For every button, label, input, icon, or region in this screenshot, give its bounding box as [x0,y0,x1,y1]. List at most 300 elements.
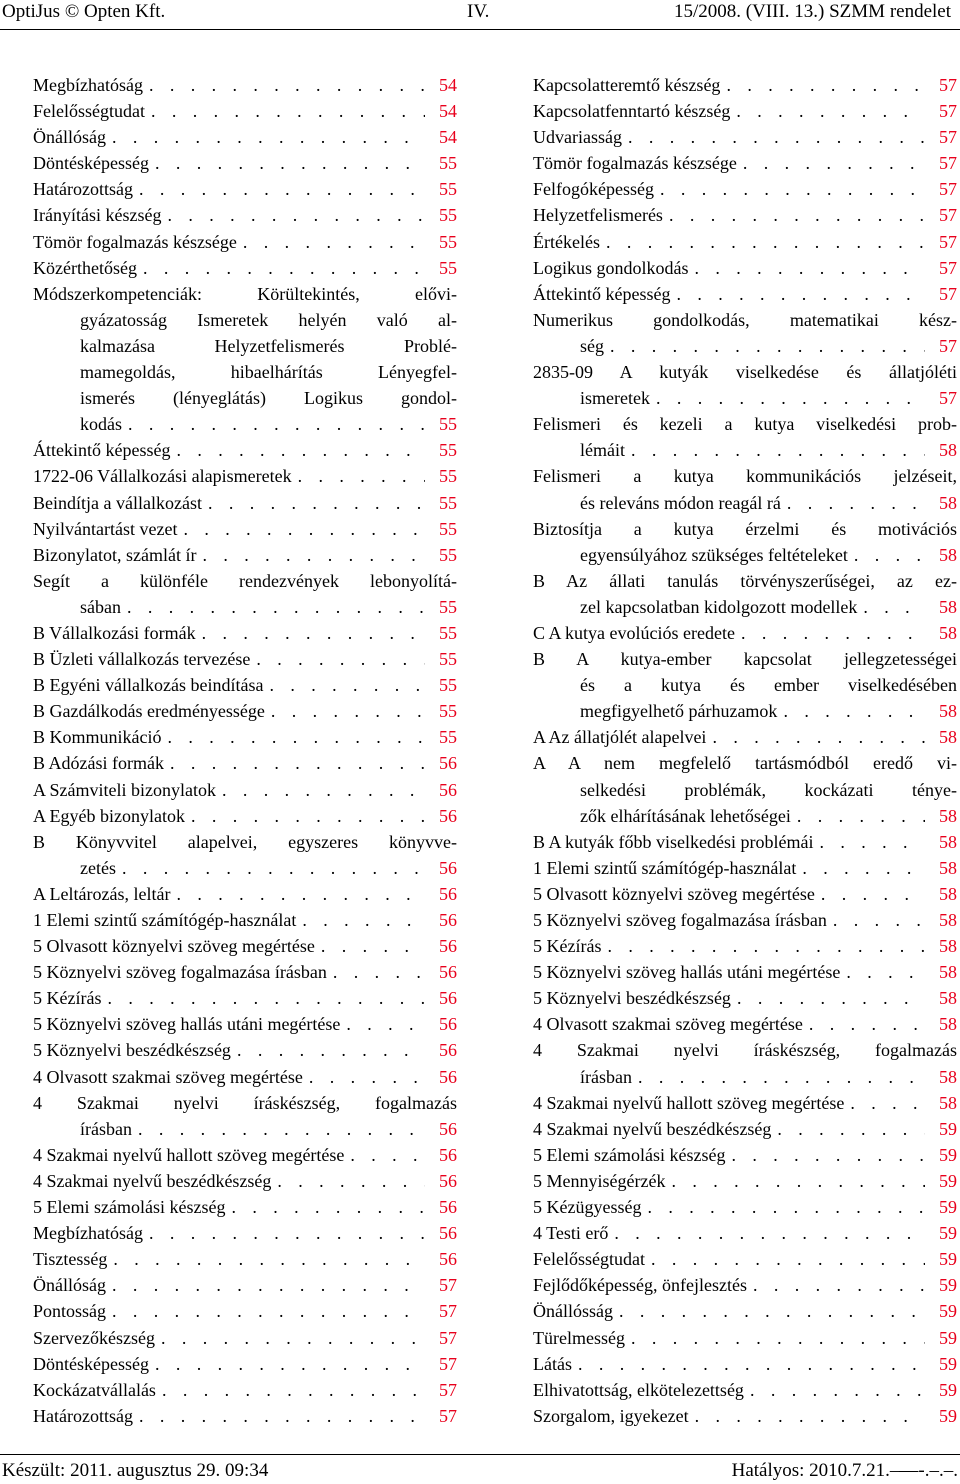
toc-entry[interactable] [533,1325,957,1351]
toc-entry[interactable] [533,1090,957,1116]
toc-page-number[interactable]: 59 [939,1405,957,1426]
toc-entry-title: Felfogóképesség [533,179,654,200]
toc-entry-title: írásban [580,1066,632,1087]
toc-entry-line: B Könyvvitel alapelvei, egyszeres könyvve- [33,831,457,852]
toc-entry-title: Felelősségtudat [533,1249,645,1270]
toc-entry[interactable] [533,411,957,463]
dot-leader [601,933,925,959]
toc-page-number[interactable]: 59 [939,1301,957,1322]
toc-entry[interactable] [33,568,457,620]
toc-entry[interactable] [533,255,957,281]
toc-entry[interactable] [33,672,457,698]
toc-entry[interactable] [33,1168,457,1194]
toc-entry-title: B Vállalkozási formák [33,622,196,643]
dot-leader [101,985,425,1011]
dot-leader [155,1325,425,1351]
toc-entry[interactable] [533,985,957,1011]
toc-entry[interactable] [533,1298,957,1324]
dot-leader [133,1403,425,1429]
toc-entry-title: és releváns módon reagál rá [580,492,781,513]
toc-entry[interactable] [533,1116,957,1142]
toc-page-number[interactable]: 56 [439,1197,457,1218]
toc-entry[interactable] [533,359,957,411]
toc-page-number[interactable]: 55 [439,257,457,278]
toc-page-number[interactable]: 58 [939,727,957,748]
toc-entry-title: Kapcsolatfenntartó készség [533,101,731,122]
toc-entry-title: C A kutya evolúciós eredete [533,622,735,643]
toc-entry[interactable] [33,985,457,1011]
toc-entry-title: Önállóság [33,1275,106,1296]
toc-entry[interactable] [33,1351,457,1377]
toc-entry[interactable] [33,437,457,463]
toc-entry-title: A Leltározás, leltár [33,883,171,904]
toc-entry[interactable] [33,1194,457,1220]
toc-entry[interactable] [33,516,457,542]
toc-page-number[interactable]: 58 [939,492,957,513]
toc-entry-title: kodás [80,414,122,435]
toc-entry-title: zetés [80,857,116,878]
toc-entry-title: Szervezőkészség [33,1327,155,1348]
toc-entry[interactable] [33,646,457,672]
dot-leader [625,437,925,463]
toc-entry[interactable] [533,307,957,359]
toc-page-number[interactable]: 55 [439,153,457,174]
toc-entry[interactable] [533,646,957,724]
toc-page-number[interactable]: 59 [939,1275,957,1296]
toc-entry[interactable] [533,463,957,515]
toc-entry-title: Irányítási készség [33,205,162,226]
toc-page-number[interactable]: 56 [439,988,457,1009]
toc-entry-title: ség [580,335,604,356]
toc-page-number[interactable]: 59 [939,1379,957,1400]
toc-page-number[interactable]: 56 [439,910,457,930]
toc-page-number[interactable]: 55 [439,622,457,643]
toc-page-number[interactable]: 58 [939,596,957,617]
toc-page-number[interactable]: 58 [939,936,957,957]
toc-entry[interactable] [533,750,957,828]
dot-leader [625,1325,925,1351]
toc-entry[interactable] [33,750,457,776]
dot-leader [622,124,925,150]
toc-page-number[interactable]: 59 [939,1144,957,1165]
toc-page-number[interactable]: 57 [939,231,957,252]
footer-created: Készült: 2011. augusztus 29. 09:34 [2,1460,269,1481]
toc-page-number[interactable]: 58 [939,988,957,1009]
toc-page-number[interactable]: 56 [439,805,457,826]
toc-page-number[interactable]: 55 [439,466,457,487]
dot-leader [164,750,425,776]
toc-entry-title: Értékelés [533,231,600,252]
toc-entry-title: Megbízhatóság [33,1223,143,1244]
toc-page-number[interactable]: 57 [939,283,957,304]
dot-leader [327,959,425,985]
toc-entry[interactable] [533,1011,957,1037]
toc-entry[interactable] [533,829,957,855]
toc-page-number[interactable]: 56 [439,1118,457,1139]
toc-page-number[interactable]: 57 [939,153,957,174]
toc-entry[interactable] [33,490,457,516]
toc-entry-title: Látás [533,1353,572,1374]
toc-entry-title: Beindítja a vállalkozást [33,492,202,513]
toc-page-number[interactable]: 59 [939,1249,957,1270]
toc-page-number[interactable]: 58 [939,440,957,461]
toc-entry[interactable] [533,98,957,124]
dot-leader [170,881,425,907]
toc-entry-line: mamegoldás, hibaelhárítás Lényegfel- [80,362,457,383]
toc-page-number[interactable]: 59 [939,1223,957,1244]
toc-entry[interactable] [533,1220,957,1246]
toc-entry-title: 5 Olvasott köznyelvi szöveg megértése [533,883,815,904]
dot-leader [250,646,425,672]
toc-page-number[interactable]: 56 [439,1223,457,1244]
toc-entry[interactable] [33,1090,457,1142]
toc-entry-title: Szorgalom, igyekezet [533,1405,689,1426]
toc-page-number[interactable]: 58 [939,701,957,722]
dot-leader [156,1377,425,1403]
toc-page-number[interactable]: 56 [439,1249,457,1270]
toc-entry-title: B A kutyák főbb viselkedési problémái [533,831,814,852]
dot-leader [604,333,925,359]
toc-entry-title: Bizonylatot, számlát ír [33,544,197,565]
dot-leader [237,229,425,255]
toc-entry[interactable] [33,463,457,489]
dot-leader [771,1116,925,1142]
toc-entry-title: Tisztesség [33,1249,108,1270]
toc-page-number[interactable]: 56 [439,883,457,904]
toc-entry-line: kalmazása Helyzetfelismerés Problé- [80,335,457,356]
toc-entry[interactable] [33,124,457,150]
toc-entry-title: 5 Kézírás [33,988,102,1009]
toc-entry[interactable] [533,124,957,150]
header-rule [0,29,960,30]
dot-leader [840,959,925,985]
dot-leader [632,1064,925,1090]
toc-entry[interactable] [533,1246,957,1272]
toc-entry-title: 5 Köznyelvi szöveg fogalmazása írásban [533,910,827,930]
toc-entry[interactable] [533,1037,957,1089]
toc-page-number[interactable]: 57 [439,1353,457,1374]
toc-entry-title: zel kapcsolatban kidolgozott modellek [580,596,858,617]
toc-entry-title: Önállósság [533,1301,613,1322]
dot-leader [149,150,425,176]
toc-page-number[interactable]: 55 [439,544,457,565]
toc-entry[interactable] [33,1220,457,1246]
toc-page-number[interactable]: 58 [939,910,957,930]
toc-page-number[interactable]: 58 [939,622,957,643]
toc-entry[interactable] [33,1011,457,1037]
toc-entry-line: Felismeri a kutya kommunikációs jelzéseit, [533,466,957,487]
toc-entry-title: 1722-06 Vállalkozási alapismeretek [33,466,292,487]
dot-leader [116,855,425,881]
dot-leader [132,1116,425,1142]
dot-leader [344,1142,425,1168]
toc-entry[interactable] [533,1272,957,1298]
toc-entry-line: 4 Szakmai nyelvi íráskészség, fogalmazás [33,1092,457,1113]
toc-entry[interactable] [533,516,957,568]
toc-entry-title: Közérthetőség [33,257,137,278]
toc-entry[interactable] [533,150,957,176]
toc-entry-title: Elhivatottság, elkötelezettség [533,1379,744,1400]
toc-entry[interactable] [533,1403,957,1429]
toc-page-number[interactable]: 57 [939,179,957,200]
toc-entry[interactable] [33,98,457,124]
toc-page-number[interactable]: 59 [939,1327,957,1348]
dot-leader [813,829,925,855]
toc-entry[interactable] [533,1351,957,1377]
toc-page-number[interactable]: 57 [439,1327,457,1348]
dot-leader [803,1011,925,1037]
dot-leader [315,933,425,959]
toc-entry[interactable] [533,568,957,620]
toc-entry[interactable] [533,907,957,933]
toc-entry[interactable] [33,229,457,255]
toc-entry-title: egyensúlyához szükséges feltételeket [580,544,848,565]
toc-entry[interactable] [33,176,457,202]
toc-page-number[interactable]: 58 [939,1092,957,1113]
toc-entry[interactable] [33,933,457,959]
toc-entry[interactable] [533,724,957,750]
toc-page-number[interactable]: 59 [939,1353,957,1374]
toc-entry[interactable] [533,1194,957,1220]
toc-page-number[interactable]: 57 [939,101,957,122]
dot-leader [177,516,425,542]
toc-entry-title: 4 Olvasott szakmai szöveg megértése [533,1014,803,1035]
toc-entry[interactable] [33,1377,457,1403]
toc-page-number[interactable]: 55 [439,649,457,670]
header-chapter: IV. [467,1,490,22]
toc-entry[interactable] [533,1168,957,1194]
toc-entry[interactable] [33,907,457,933]
toc-page-number[interactable]: 58 [939,544,957,565]
toc-page-number[interactable]: 58 [939,805,957,826]
dot-leader [600,229,925,255]
dot-leader [161,202,425,228]
toc-page-number[interactable]: 57 [939,205,957,226]
toc-entry[interactable] [33,281,457,438]
toc-page-number[interactable]: 55 [439,414,457,435]
dot-leader [185,803,425,829]
toc-page-number[interactable]: 59 [939,1118,957,1139]
toc-entry-title: Határozottság [33,1405,133,1426]
toc-entry-title: lémáit [580,440,625,461]
toc-entry-title: megfigyelhető párhuzamok [580,701,778,722]
toc-entry[interactable] [533,1142,957,1168]
toc-entry-title: Tömör fogalmazás készsége [533,153,737,174]
dot-leader [730,98,925,124]
toc-page-number[interactable]: 55 [439,701,457,722]
toc-entry-title: Áttekintő képesség [533,283,671,304]
toc-entry[interactable] [33,150,457,176]
toc-entry-title: 5 Elemi számolási készség [533,1144,726,1165]
toc-page-number[interactable]: 54 [439,101,457,122]
toc-entry[interactable] [33,777,457,803]
toc-entry[interactable] [33,959,457,985]
toc-page-number[interactable]: 55 [439,179,457,200]
dot-leader [292,463,425,489]
toc-entry-title: B Egyéni vállalkozás beindítása [33,675,264,696]
toc-entry[interactable] [533,281,957,307]
toc-page-number[interactable]: 56 [439,936,457,957]
toc-entry[interactable] [33,1246,457,1272]
toc-entry-title: Kapcsolatteremtő készség [533,75,721,95]
toc-page-number[interactable]: 57 [939,127,957,148]
dot-leader [665,1168,925,1194]
dot-leader [654,176,925,202]
toc-entry-title: Döntésképesség [33,1353,149,1374]
dot-leader [143,72,425,98]
toc-entry-title: Felelősségtudat [33,101,145,122]
toc-entry-line: selkedési problémák, kockázati ténye- [580,779,957,800]
toc-entry-title: zők elhárításának lehetőségei [580,805,791,826]
dot-leader [121,594,425,620]
dot-leader [735,620,925,646]
toc-entry-title: Kockázatvállalás [33,1379,156,1400]
page-header [0,0,960,26]
dot-leader [689,255,926,281]
toc-entry[interactable] [33,620,457,646]
toc-entry-title: A Számviteli bizonylatok [33,779,216,800]
dot-leader [107,1246,425,1272]
toc-page-number[interactable]: 59 [939,1170,957,1191]
toc-entry[interactable] [533,881,957,907]
toc-page-number[interactable]: 55 [439,440,457,461]
toc-entry[interactable] [33,1037,457,1063]
toc-entry-line: Módszerkompetenciák: Körültekintés, elővi- [33,283,457,304]
toc-entry-title: Helyzetfelismerés [533,205,663,226]
toc-page-number[interactable]: 57 [439,1379,457,1400]
dot-leader [143,1220,425,1246]
toc-entry[interactable] [533,933,957,959]
toc-entry-title: 4 Olvasott szakmai szöveg megértése [33,1066,303,1087]
toc-page-number[interactable]: 56 [439,962,457,983]
toc-page-number[interactable]: 55 [439,518,457,539]
toc-entry[interactable] [533,202,957,228]
toc-page-number[interactable]: 56 [439,753,457,774]
dot-leader [162,724,426,750]
toc-page-number[interactable]: 54 [439,75,457,95]
dot-leader [844,1090,925,1116]
toc-page-number[interactable]: 57 [439,1405,457,1426]
toc-entry[interactable] [33,1272,457,1298]
toc-page-number[interactable]: 58 [939,883,957,904]
toc-page-number[interactable]: 57 [939,335,957,356]
toc-page-number[interactable]: 58 [939,1066,957,1087]
toc-entry[interactable] [33,803,457,829]
toc-entry[interactable] [33,255,457,281]
dot-leader [196,542,425,568]
toc-entry[interactable] [33,881,457,907]
toc-page-number[interactable]: 57 [939,75,957,95]
dot-leader [670,281,925,307]
toc-page-number[interactable]: 54 [439,127,457,148]
toc-entry-title: Határozottság [33,179,133,200]
toc-entry-title: A Egyéb bizonylatok [33,805,185,826]
toc-page-number[interactable]: 56 [439,1066,457,1087]
toc-entry[interactable] [533,72,957,98]
toc-page-number[interactable]: 57 [439,1301,457,1322]
toc-page-number[interactable]: 56 [439,1144,457,1165]
toc-page-number[interactable]: 56 [439,1040,457,1061]
toc-page-number[interactable]: 55 [439,231,457,252]
toc-entry[interactable] [33,1064,457,1090]
toc-entry-title: 4 Szakmai nyelvű beszédkészség [33,1170,272,1191]
toc-entry[interactable] [33,698,457,724]
dot-leader [645,1246,925,1272]
toc-entry-title: ismeretek [580,388,650,409]
toc-page-number[interactable]: 57 [939,257,957,278]
toc-entry-title: Döntésképesség [33,153,149,174]
toc-entry[interactable] [33,542,457,568]
toc-entry-title: Pontosság [33,1301,107,1322]
toc-entry[interactable] [33,724,457,750]
toc-page-number[interactable]: 58 [939,857,957,878]
toc-page-number[interactable]: 58 [939,962,957,983]
toc-page-number[interactable]: 58 [939,1014,957,1035]
dot-leader [265,698,425,724]
toc-entry[interactable] [533,959,957,985]
toc-page-number[interactable]: 56 [439,779,457,800]
toc-entry[interactable] [33,1403,457,1429]
toc-page-number[interactable]: 57 [939,388,957,409]
toc-page-number[interactable]: 58 [939,831,957,852]
dot-leader [737,150,925,176]
toc-entry-title: B Gazdálkodás eredményessége [33,701,265,722]
toc-page-number[interactable]: 55 [439,727,457,748]
toc-entry[interactable] [533,1377,957,1403]
dot-leader [106,124,425,150]
toc-entry[interactable] [33,1325,457,1351]
toc-page-number[interactable]: 56 [439,1170,457,1191]
toc-entry[interactable] [33,1142,457,1168]
toc-entry[interactable] [533,176,957,202]
dot-leader [106,1272,425,1298]
dot-leader [663,202,925,228]
toc-entry[interactable] [33,72,457,98]
dot-leader [216,777,425,803]
dot-leader [827,907,925,933]
dot-leader [815,881,925,907]
toc-page-number[interactable]: 55 [439,675,457,696]
dot-leader [725,1142,925,1168]
dot-leader [122,411,425,437]
toc-page-number[interactable]: 55 [439,205,457,226]
toc-entry[interactable] [33,829,457,881]
dot-leader [744,1377,925,1403]
toc-entry[interactable] [33,1298,457,1324]
toc-page-number[interactable]: 56 [439,857,457,878]
toc-entry[interactable] [33,202,457,228]
toc-entry-title: B Adózási formák [33,753,164,774]
toc-page-number[interactable]: 57 [439,1275,457,1296]
toc-entry[interactable] [533,855,957,881]
page-footer [0,1440,960,1484]
toc-entry[interactable] [533,620,957,646]
toc-page-number[interactable]: 55 [439,596,457,617]
toc-entry-title: Tömör fogalmazás készsége [33,231,237,252]
toc-page-number[interactable]: 56 [439,1014,457,1035]
dot-leader [650,385,925,411]
dot-leader [263,672,425,698]
dot-leader [340,1011,425,1037]
dot-leader [271,1168,425,1194]
toc-page-number[interactable]: 55 [439,492,457,513]
toc-page-number[interactable]: 59 [939,1197,957,1218]
toc-entry[interactable] [533,229,957,255]
toc-entry-title: 5 Elemi számolási készség [33,1197,226,1218]
dot-leader [720,72,925,98]
toc-entry-title: Logikus gondolkodás [533,257,689,278]
toc-entry-title: 5 Köznyelvi beszédkészség [533,988,731,1009]
